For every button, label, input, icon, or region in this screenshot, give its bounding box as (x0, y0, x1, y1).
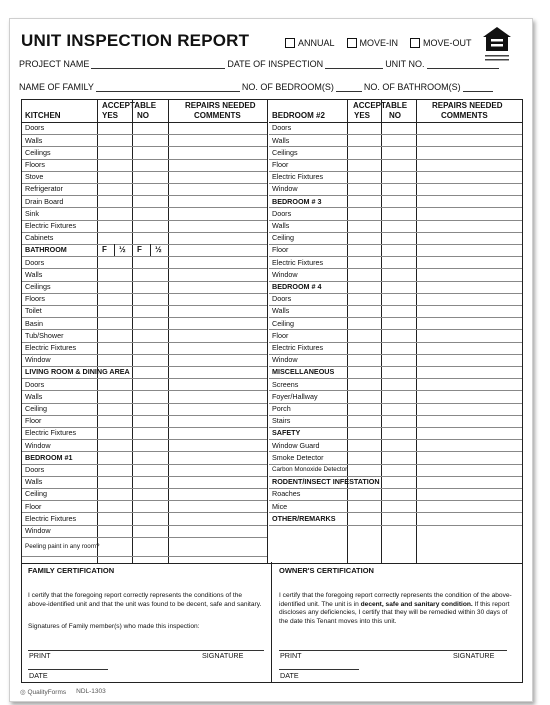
bathroom-subdivider (150, 244, 151, 256)
left-item-label: Ceilings (25, 281, 51, 291)
name-of-family-label: NAME OF FAMILY (19, 82, 94, 92)
right-header (269, 100, 522, 123)
no-heading: NO (137, 111, 149, 120)
owner-print-label: PRINT (280, 651, 302, 660)
right-item-label: Ceilings (272, 147, 298, 157)
right-item-label: Ceiling (272, 318, 294, 328)
family-cert-heading: FAMILY CERTIFICATION (28, 566, 115, 575)
bathroom-mark: F (137, 245, 142, 254)
owner-cert-body-bold: decent, safe and sanitary condition. (360, 600, 473, 608)
left-item-label: Electric Fixtures (25, 220, 77, 230)
family-signature-label: SIGNATURE (202, 651, 244, 660)
family-date-line[interactable] (28, 669, 108, 670)
unit-no-input[interactable] (427, 59, 499, 69)
inspection-type-options (285, 38, 472, 48)
brand-name: QualityForms (27, 689, 67, 696)
family-row (19, 82, 495, 92)
comments-heading-right: COMMENTS (441, 111, 488, 120)
bathrooms-input[interactable] (463, 82, 493, 92)
left-item-label: Refrigerator (25, 184, 63, 194)
right-item-label: Roaches (272, 489, 301, 499)
kitchen-heading: KITCHEN (25, 111, 61, 120)
date-of-inspection-label: DATE OF INSPECTION (227, 59, 324, 69)
bathrooms-label: NO. OF BATHROOM(S) (363, 82, 461, 92)
owner-cert-heading: OWNER'S CERTIFICATION (279, 566, 374, 575)
right-item-label: Smoke Detector (272, 452, 324, 462)
left-item-label: Cabinets (25, 233, 54, 243)
family-cert-body: I certify that the foregoing report correctly represents the conditions of the above-identified unit and that the unit was found to be decent, safe and sanitary. (28, 592, 262, 608)
right-item-label: Floor (272, 159, 289, 169)
right-item-label: Window (272, 184, 298, 194)
left-item-label: Drain Board (25, 196, 64, 206)
date-of-inspection-input[interactable] (325, 59, 383, 69)
left-header (22, 100, 267, 123)
right-item-label: Electric Fixtures (272, 172, 324, 182)
right-item-label: Doors (272, 123, 292, 133)
family-date-label: DATE (29, 671, 48, 680)
right-section-label: BEDROOM # 3 (272, 196, 322, 206)
right-section-label: MISCELLANEOUS (272, 367, 335, 377)
bedrooms-input[interactable] (336, 82, 362, 92)
left-item-label: Doors (25, 257, 45, 267)
bathroom-mark: ½ (119, 245, 126, 254)
project-row (19, 59, 501, 69)
left-item-label: Ceiling (25, 403, 47, 413)
acceptable-heading-right: ACCEPTABLE (353, 101, 408, 110)
right-section-label: SAFETY (272, 428, 301, 438)
right-item-label: Electric Fixtures (272, 257, 324, 267)
left-item-label: Electric Fixtures (25, 513, 77, 523)
left-item-label: Doors (25, 379, 45, 389)
left-item-label: Floor (25, 416, 42, 426)
owner-date-line[interactable] (279, 669, 359, 670)
right-item-label: Foyer/Hallway (272, 391, 318, 401)
left-item-label: Floor (25, 501, 42, 511)
right-item-label: Doors (272, 294, 292, 304)
annual-label: ANNUAL (298, 38, 335, 48)
right-item-label: Floor (272, 330, 289, 340)
move-out-label: MOVE-OUT (423, 38, 472, 48)
name-of-family-input[interactable] (96, 82, 240, 92)
left-item-label: Doors (25, 123, 45, 133)
yes-heading: YES (102, 111, 119, 120)
project-name-input[interactable] (91, 59, 225, 69)
owner-cert-body-b: If this report discloses any deficiencies, I certify that they will be remedied within 30 days of the date this Tenant moves into this unit. (279, 600, 510, 625)
left-item-label: Window (25, 440, 51, 450)
left-section-label: BEDROOM #1 (25, 452, 73, 462)
move-in-label: MOVE-IN (359, 38, 399, 48)
right-item-label: Window (272, 355, 298, 365)
left-item-label: Electric Fixtures (25, 342, 77, 352)
certifications (21, 562, 523, 683)
left-item-label: Floors (25, 294, 45, 304)
left-item-label: Tub/Shower (25, 330, 64, 340)
inspection-grid (21, 99, 523, 564)
family-sig-note: Signatures of Family member(s) who made this inspection: (28, 623, 200, 630)
right-item-label: Window Guard (272, 440, 320, 450)
annual-checkbox[interactable] (285, 38, 335, 48)
bedrooms-label: NO. OF BEDROOM(S) (241, 82, 334, 92)
right-item-label: Walls (272, 220, 290, 230)
family-print-label: PRINT (29, 651, 51, 660)
bathroom-mark: F (102, 245, 107, 254)
repairs-needed-heading: REPAIRS NEEDED (185, 101, 256, 110)
acceptable-heading: ACCEPTABLE (102, 101, 157, 110)
right-item-label: Stairs (272, 416, 291, 426)
right-item-label: Doors (272, 208, 292, 218)
yes-heading-right: YES (354, 111, 371, 120)
center-divider (267, 100, 268, 563)
left-item-label: Peeling paint in any room? (25, 542, 100, 550)
left-item-label: Electric Fixtures (25, 428, 77, 438)
right-column (269, 100, 522, 563)
footer (20, 688, 106, 696)
right-section-label: RODENT/INSECT INFESTATION (272, 477, 380, 487)
repairs-needed-heading-right: REPAIRS NEEDED (432, 101, 503, 110)
right-item-label: Floor (272, 245, 289, 255)
left-column (22, 100, 267, 563)
right-item-label: Walls (272, 135, 290, 145)
right-item-label: Mice (272, 501, 288, 511)
row-rule (269, 525, 522, 526)
left-item-label: Toilet (25, 306, 42, 316)
right-item-label: Porch (272, 403, 291, 413)
left-item-label: Window (25, 525, 51, 535)
checkbox-box[interactable] (347, 38, 357, 48)
right-item-label: Carbon Monoxide Detector (272, 465, 348, 473)
left-item-label: Floors (25, 159, 45, 169)
move-out-checkbox[interactable] (410, 38, 472, 48)
owner-certification (273, 562, 522, 682)
move-in-checkbox[interactable] (347, 38, 399, 48)
bathroom-subdivider (114, 244, 115, 256)
owner-cert-body (279, 592, 515, 626)
row-rule (22, 556, 267, 557)
owner-signature-label: SIGNATURE (453, 651, 495, 660)
left-item-label: Walls (25, 135, 43, 145)
comments-heading: COMMENTS (194, 111, 241, 120)
owner-cert-body-a: I certify that the foregoing report correctly represents the condition of the above-identified unit. The unit is in (279, 592, 512, 608)
right-item-label: Walls (272, 306, 290, 316)
right-section-label: BEDROOM # 4 (272, 281, 322, 291)
left-item-label: Walls (25, 391, 43, 401)
right-item-label: Ceiling (272, 233, 294, 243)
family-certification (22, 562, 271, 682)
left-section-label: BATHROOM (25, 245, 67, 255)
brand-circle-icon: ◎ (20, 689, 26, 696)
left-section-label: LIVING ROOM & DINING AREA (25, 367, 130, 377)
owner-date-label: DATE (280, 671, 299, 680)
checkbox-box[interactable] (285, 38, 295, 48)
project-name-label: PROJECT NAME (19, 59, 90, 69)
left-item-label: Window (25, 355, 51, 365)
unit-no-label: UNIT NO. (385, 59, 425, 69)
bedroom2-heading: BEDROOM #2 (272, 111, 325, 120)
form-code: NDL-1303 (76, 688, 106, 695)
form-title: UNIT INSPECTION REPORT (21, 31, 250, 50)
left-item-label: Stove (25, 172, 44, 182)
left-item-label: Doors (25, 464, 45, 474)
left-item-label: Walls (25, 477, 43, 487)
inspection-form-sheet (9, 18, 533, 702)
left-item-label: Ceiling (25, 489, 47, 499)
checkbox-box[interactable] (410, 38, 420, 48)
bathroom-mark: ½ (155, 245, 162, 254)
right-item-label: Electric Fixtures (272, 342, 324, 352)
left-item-label: Ceilings (25, 147, 51, 157)
brand-logo (20, 688, 66, 696)
right-item-label: Screens (272, 379, 299, 389)
right-section-label: OTHER/REMARKS (272, 513, 336, 523)
left-item-label: Walls (25, 269, 43, 279)
left-item-label: Sink (25, 208, 39, 218)
left-item-label: Basin (25, 318, 43, 328)
no-heading-right: NO (389, 111, 401, 120)
right-item-label: Window (272, 269, 298, 279)
